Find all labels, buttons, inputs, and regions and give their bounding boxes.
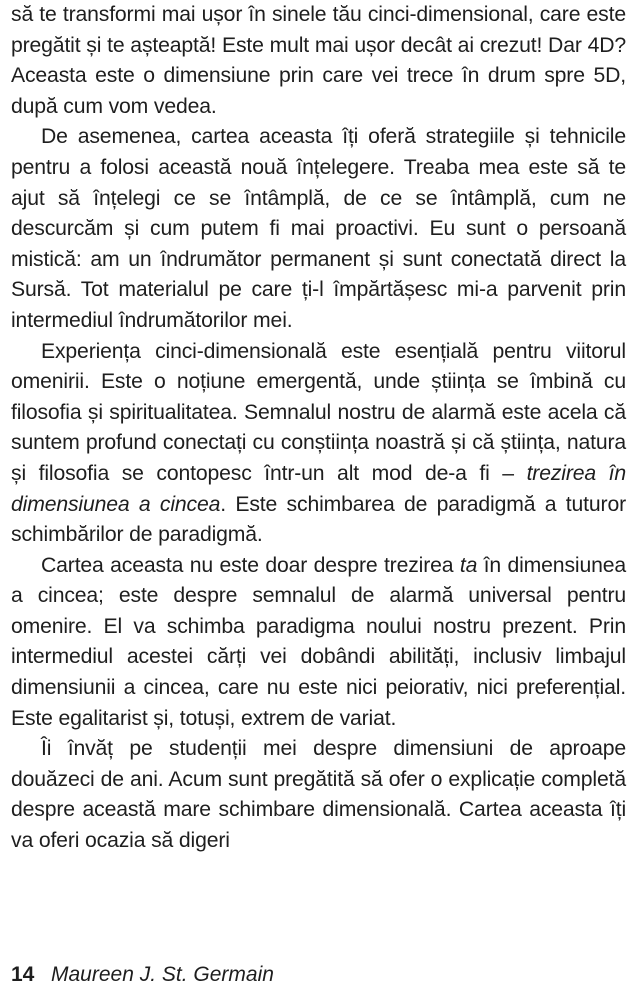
body-text: [11, 0, 626, 857]
paragraph-1-text: să te transformi mai ușor în sinele tău cinci-dimensional, care este pregătit și te așteaptă! Este mult mai ușor decât ai crezut! Dar 4D? Aceasta este o dimensiune prin care vei trece în drum spre 5D, după cum vom vedea.: [11, 3, 626, 118]
paragraph-4-italic-word: ta: [459, 553, 478, 577]
paragraph-3-italic-phrase: trezirea în dimensiunea a cincea: [11, 461, 626, 516]
book-page: [11, 0, 626, 857]
page-footer: [11, 963, 274, 987]
paragraph-4-text-b: în dimensiunea a cincea; este despre semnalul de alarmă universal pentru omenire. El va schimba paradigma noului nostru prezent. Prin intermediul acestei cărți vei dobândi abilități, inclusiv limbajul dimensiunii a cincea, care nu este nici peiorativ, nici preferențial. Este egalitarist și, totuși, extrem de variat.: [11, 553, 626, 730]
paragraph-3: [11, 337, 626, 551]
paragraph-2: [11, 122, 626, 336]
paragraph-4-text-a: Cartea aceasta nu este doar despre trezirea: [41, 553, 460, 577]
paragraph-5-text: Îi învăț pe studenții mei despre dimensiuni de aproape douăzeci de ani. Acum sunt pregătită să ofer o explicație completă despre această mare schimbare dimensională. Cartea aceasta îți va oferi ocazia să digeri: [11, 737, 626, 853]
paragraph-1: [11, 0, 626, 122]
paragraph-2-text: De asemenea, cartea aceasta îți oferă strategiile și tehnicile pentru a folosi această nouă înțelegere. Treaba mea este să te ajut să înțelegi ce se întâmplă, de ce se întâmplă, cum ne descurcăm și cum putem fi mai proactivi. Eu sunt o persoană mistică: am un îndrumător permanent și sunt conectată direct la Sursă. Tot materialul pe care ți-l împărtășesc mi-a parvenit prin intermediul îndrumătorilor mei.: [11, 125, 626, 332]
running-footer-author: Maureen J. St. Germain: [51, 963, 274, 986]
paragraph-5: [11, 734, 626, 856]
paragraph-4: [11, 551, 626, 735]
page-number: 14: [11, 963, 35, 986]
paragraph-3-text-a: Experiența cinci-dimensională este esențială pentru viitorul omenirii. Este o noțiune emergentă, unde știința se îmbină cu filosofia și spiritualitatea. Semnalul nostru de alarmă este acela că suntem profund conectați cu conștiința noastră și că știința, natura și filosofia se contopesc într-un alt mod de-a fi –: [11, 339, 626, 485]
paragraph-3-text-b: . Este schimbarea de paradigmă a tuturor schimbărilor de paradigmă.: [11, 492, 626, 547]
